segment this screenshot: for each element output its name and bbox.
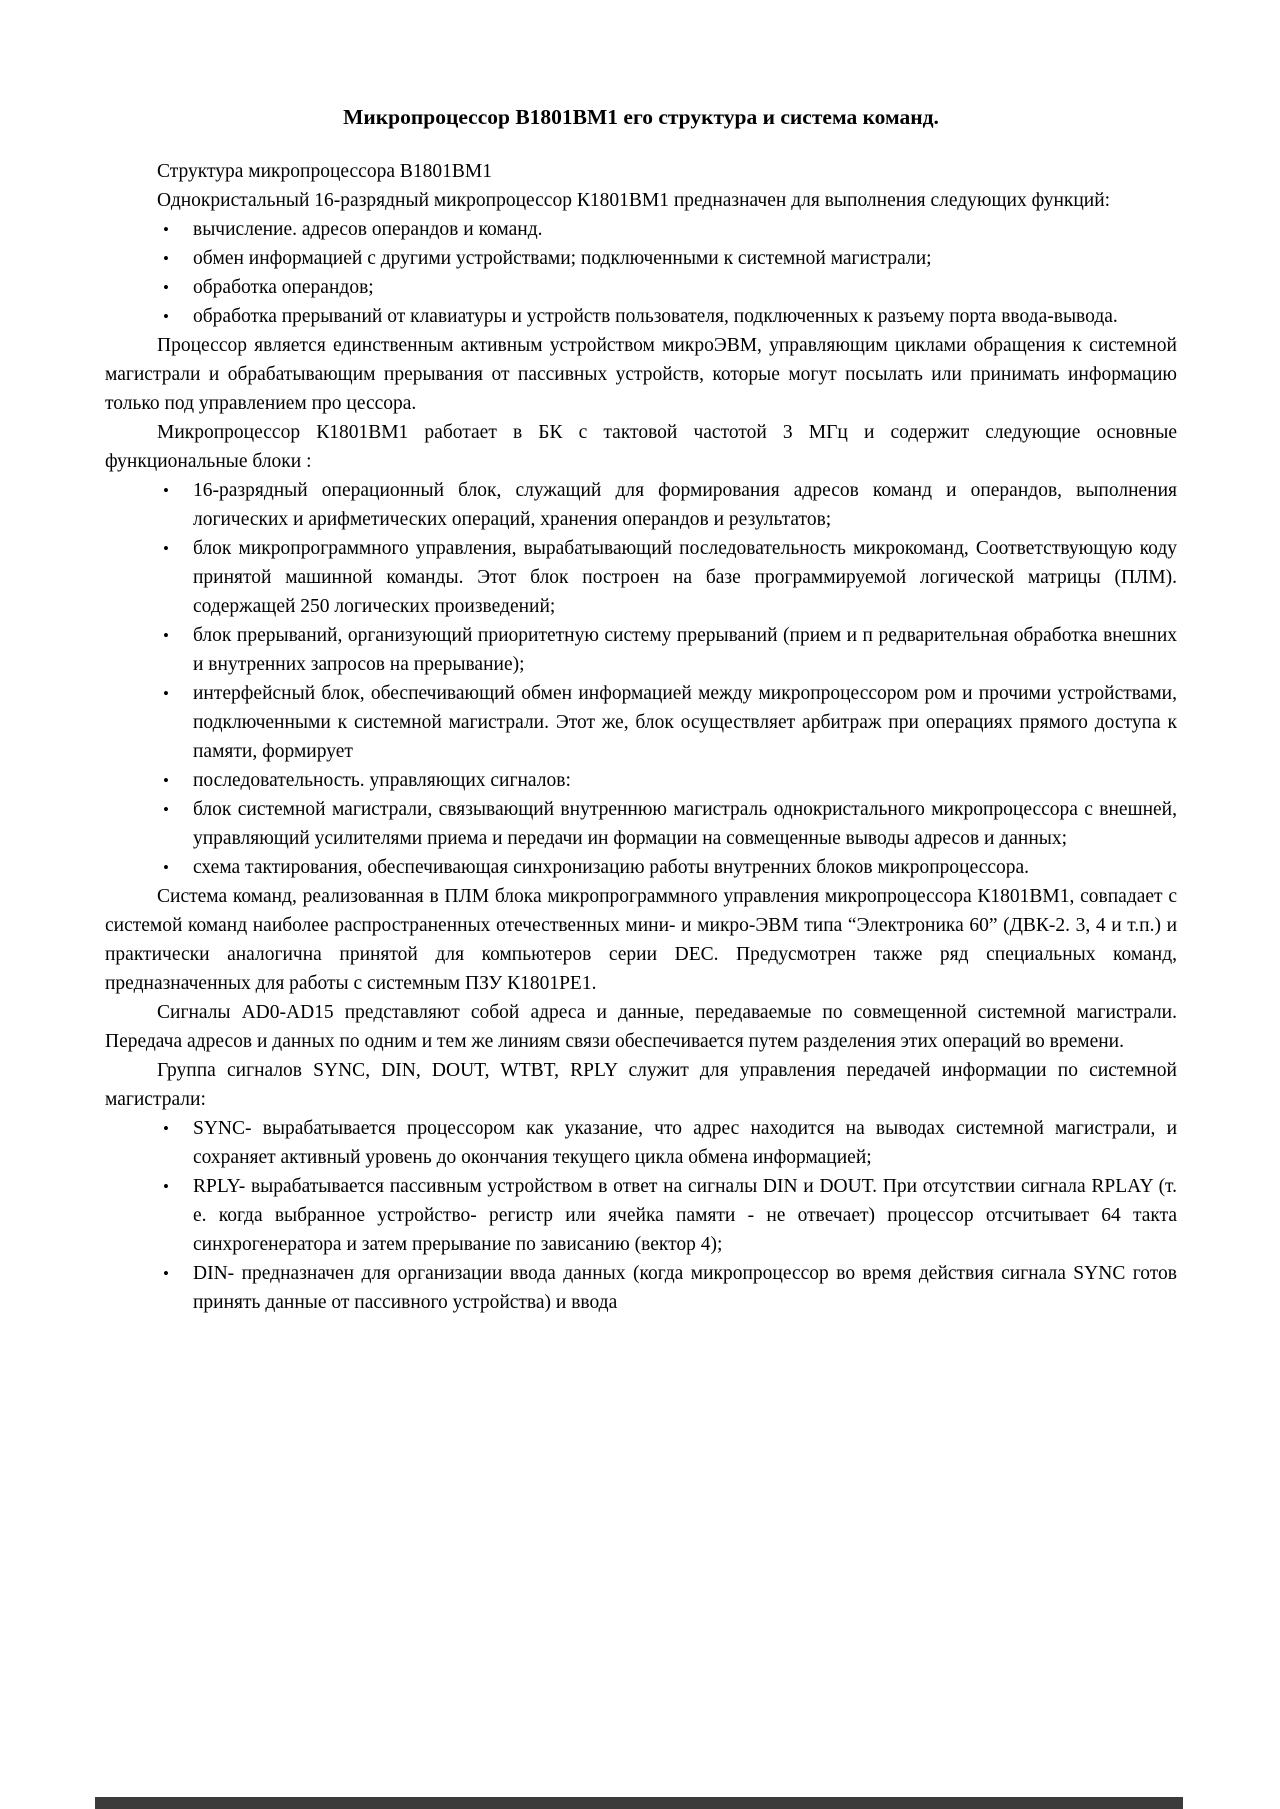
list-item: • вычисление. адресов операндов и команд. bbox=[105, 215, 1177, 244]
list-item: • RPLY- вырабатывается пассивным устройством в ответ на сигналы DIN и DOUT. При отсутствии сигнала RPLAY (т. е. когда выбранное устройство- регистр или ячейка памяти - не отвечает) процессор отсчитывает 64 такта синхрогенератора и затем прерывание по зависанию (вектор 4); bbox=[105, 1172, 1177, 1259]
list-item: • блок прерываний, организующий приоритетную систему прерываний (прием и п редварительная обработка внешних и внутренних запросов на прерывание); bbox=[105, 621, 1177, 679]
paragraph-signal-group: Группа сигналов SYNC, DIN, DOUT, WTBT, RPLY служит для управления передачей информации по системной магистрали: bbox=[105, 1060, 1177, 1110]
bullet-list-functions bbox=[105, 215, 1177, 331]
list-item: • обработка прерываний от клавиатуры и устройств пользователя, подключенных к разъему порта ввода-вывода. bbox=[105, 302, 1177, 331]
page-bottom-artifact-bar bbox=[95, 1797, 1183, 1809]
bullet-list-blocks bbox=[105, 476, 1177, 882]
document-title: Микропроцессор В1801ВМ1 его структура и система команд. bbox=[343, 105, 939, 129]
list-item: • DIN- предназначен для организации ввода данных (когда микропроцессор во время действия сигнала SYNC готов принять данные от пассивного устройства) и ввода bbox=[105, 1259, 1177, 1317]
paragraph-intro: Однокристальный 16-разрядный микропроцессор К1801ВМ1 предназначен для выполнения следующих функций: bbox=[157, 190, 1111, 211]
list-item: • схема тактирования, обеспечивающая синхронизацию работы внутренних блоков микропроцессора. bbox=[105, 853, 1177, 882]
list-item: • последовательность. управляющих сигналов: bbox=[105, 766, 1177, 795]
list-item: • обработка операндов; bbox=[105, 273, 1177, 302]
paragraph-signals-ad: Сигналы AD0-AD15 представляют собой адреса и данные, передаваемые по совмещенной системной магистрали. Передача адресов и данных по одним и тем же линиям связи обеспечивается путем разделения этих операций во времени. bbox=[105, 1002, 1177, 1052]
paragraph-processor-role: Процессор является единственным активным устройством микроЭВМ, управляющим циклами обращения к системной магистрали и обрабатывающим прерывания от пассивных устройств, которые могут посылать или принимать информацию только под управлением про цессора. bbox=[105, 335, 1177, 414]
list-item: • интерфейсный блок, обеспечивающий обмен информацией между микропроцессором ром и прочими устройствами, подключенными к системной магистрали. Этот же, блок осуществляет арбитраж при операциях прямого доступа к памяти, формирует bbox=[105, 679, 1177, 766]
list-item: • SYNC- вырабатывается процессором как указание, что адрес находится на выводах системной магистрали, и сохраняет активный уровень до окончания текущего цикла обмена информацией; bbox=[105, 1114, 1177, 1172]
bullet-list-signals bbox=[105, 1114, 1177, 1317]
list-item: • блок системной магистрали, связывающий внутреннюю магистраль однокристального микропроцессора с внешней, управляющий усилителями приема и передачи ин формации на совмещенные выводы адресов и данных; bbox=[105, 795, 1177, 853]
list-item: • обмен информацией с другими устройствами; подключенными к системной магистрали; bbox=[105, 244, 1177, 273]
paragraph-command-system: Система команд, реализованная в ПЛМ блока микропрограммного управления микропроцессора К1801ВМ1, совпадает с системой команд наиболее распространенных отечественных мини- и микро-ЭВМ типа “Электроника 60” (ДВК-2. 3, 4 и т.п.) и практически аналогична принятой для компьютеров серии DEC. Предусмотрен также ряд специальных команд, предназначенных для работы с системным ПЗУ К1801РЕ1. bbox=[105, 886, 1177, 994]
paragraph-structure-heading: Структура микропроцессора В1801ВМ1 bbox=[157, 161, 492, 182]
paragraph-functional-blocks-intro: Микропроцессор К1801ВМ1 работает в БК с тактовой частотой 3 МГц и содержит следующие основные функциональные блоки : bbox=[105, 422, 1177, 472]
list-item: • 16-разрядный операционный блок, служащий для формирования адресов команд и операндов, выполнения логических и арифметических операций, хранения операндов и результатов; bbox=[105, 476, 1177, 534]
list-item: • блок микропрограммного управления, вырабатывающий последовательность микрокоманд, Соответствующую коду принятой машинной команды. Этот блок построен на базе программируемой логической матрицы (ПЛМ). содержащей 250 логических произведений; bbox=[105, 534, 1177, 621]
